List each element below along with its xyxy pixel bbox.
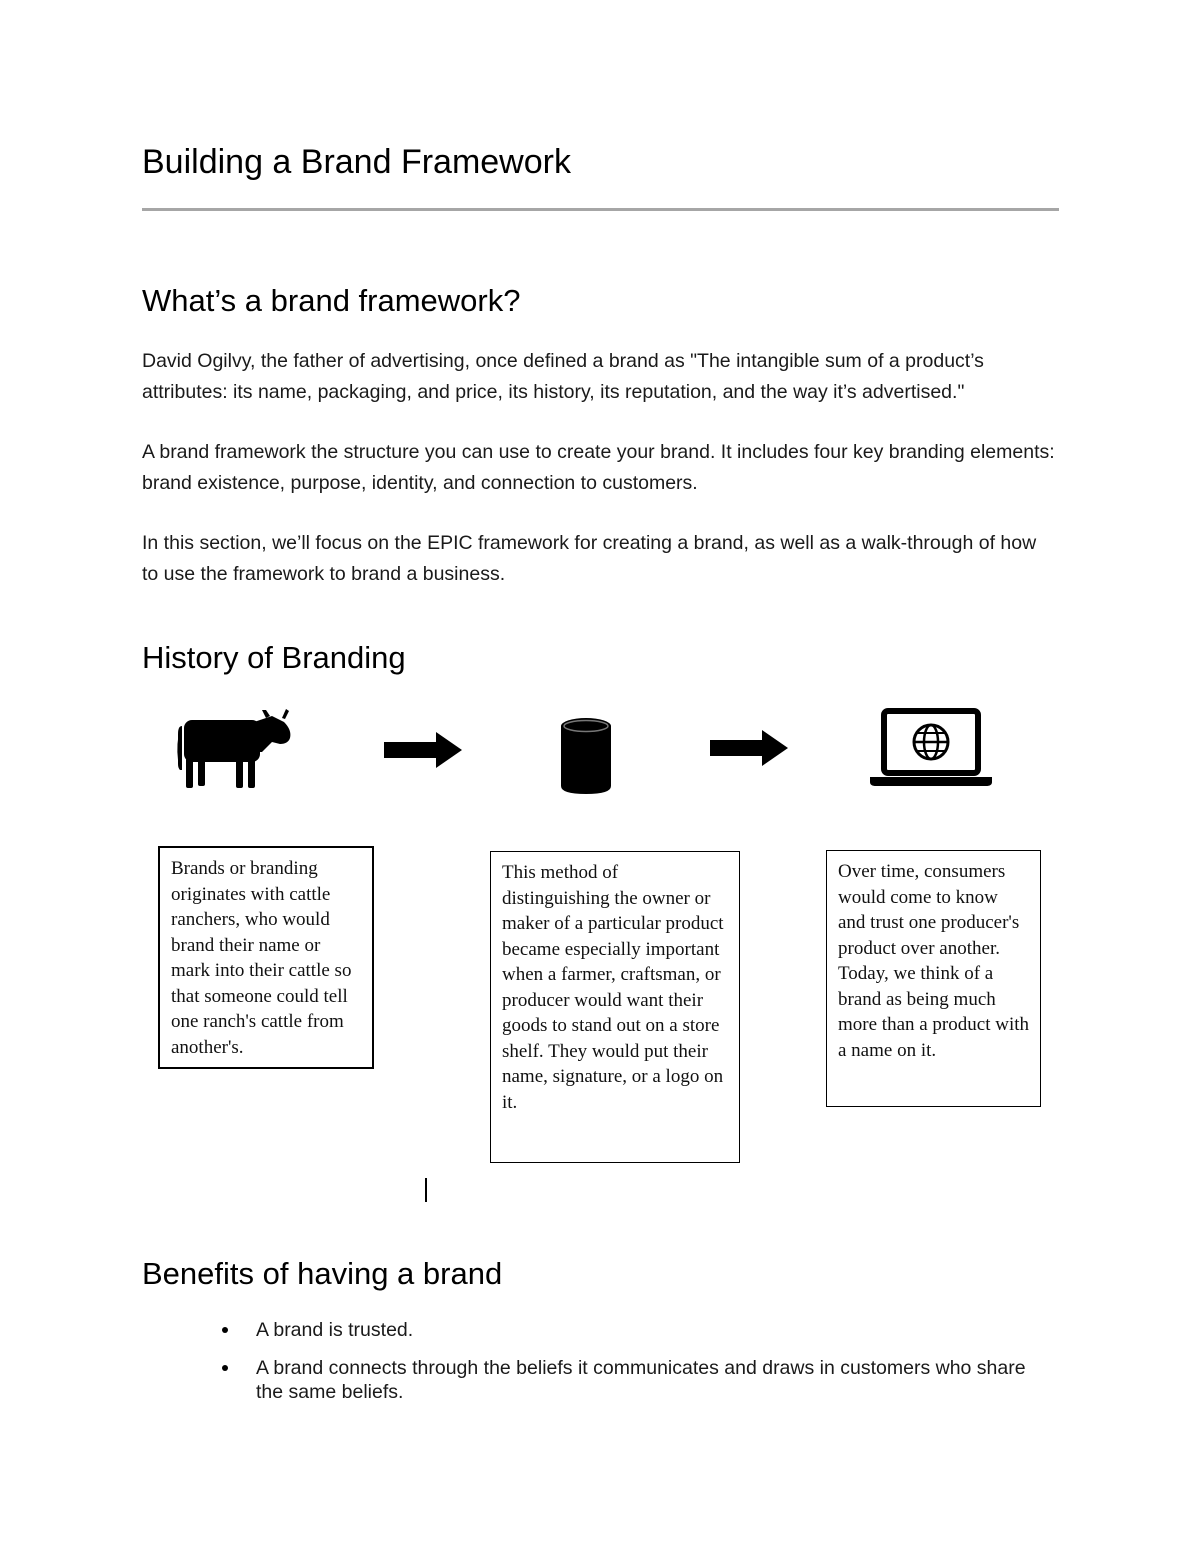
list-item-text: A brand is trusted. [256, 1319, 414, 1341]
arrow-right-icon [382, 730, 464, 770]
history-box-cattle: Brands or branding originates with cattle ranchers, who would brand their name or mark into their cattle so that someone could tell one ranch's cattle from another's. [158, 846, 374, 1069]
text-cursor [425, 1178, 427, 1202]
cow-icon [174, 708, 296, 792]
section-heading-benefits: Benefits of having a brand [142, 1256, 503, 1291]
bullet-icon [222, 1327, 228, 1333]
list-item [142, 1318, 1036, 1342]
arrow-right-icon [708, 728, 790, 768]
can-icon [558, 716, 614, 796]
section-heading-brand-framework: What’s a brand framework? [142, 283, 521, 318]
title-divider [142, 208, 1059, 211]
list-item [142, 1356, 1036, 1404]
paragraph-framework-definition: A brand framework the structure you can use to create your brand. It includes four key branding elements: brand existence, purpose, identity, and connection to customers. [142, 441, 1055, 494]
history-box-store-shelf: This method of distinguishing the owner or maker of a particular product became especially important when a farmer, craftsman, or producer would want their goods to stand out on a store shelf. They would put their name, signature, or a logo on it. [490, 851, 740, 1163]
benefits-list [142, 1318, 1057, 1418]
paragraph-epic-intro: In this section, we’ll focus on the EPIC framework for creating a brand, as well as a walk-through of how to use the framework to brand a business. [142, 532, 1037, 585]
paragraph-ogilvy-quote: David Ogilvy, the father of advertising, once defined a brand as "The intangible sum of a product’s attributes: its name, packaging, and price, its history, its reputation, and the way it’s advertised." [142, 350, 984, 403]
page-title: Building a Brand Framework [142, 143, 571, 181]
laptop-globe-icon [868, 708, 996, 790]
list-item-text: A brand connects through the beliefs it communicates and draws in customers who share the same beliefs. [256, 1357, 1026, 1403]
history-box-modern-brand: Over time, consumers would come to know and trust one producer's product over another. Today, we think of a brand as being much more than a product with a name on it. [826, 850, 1041, 1107]
bullet-icon [222, 1365, 228, 1371]
section-heading-history: History of Branding [142, 640, 406, 675]
